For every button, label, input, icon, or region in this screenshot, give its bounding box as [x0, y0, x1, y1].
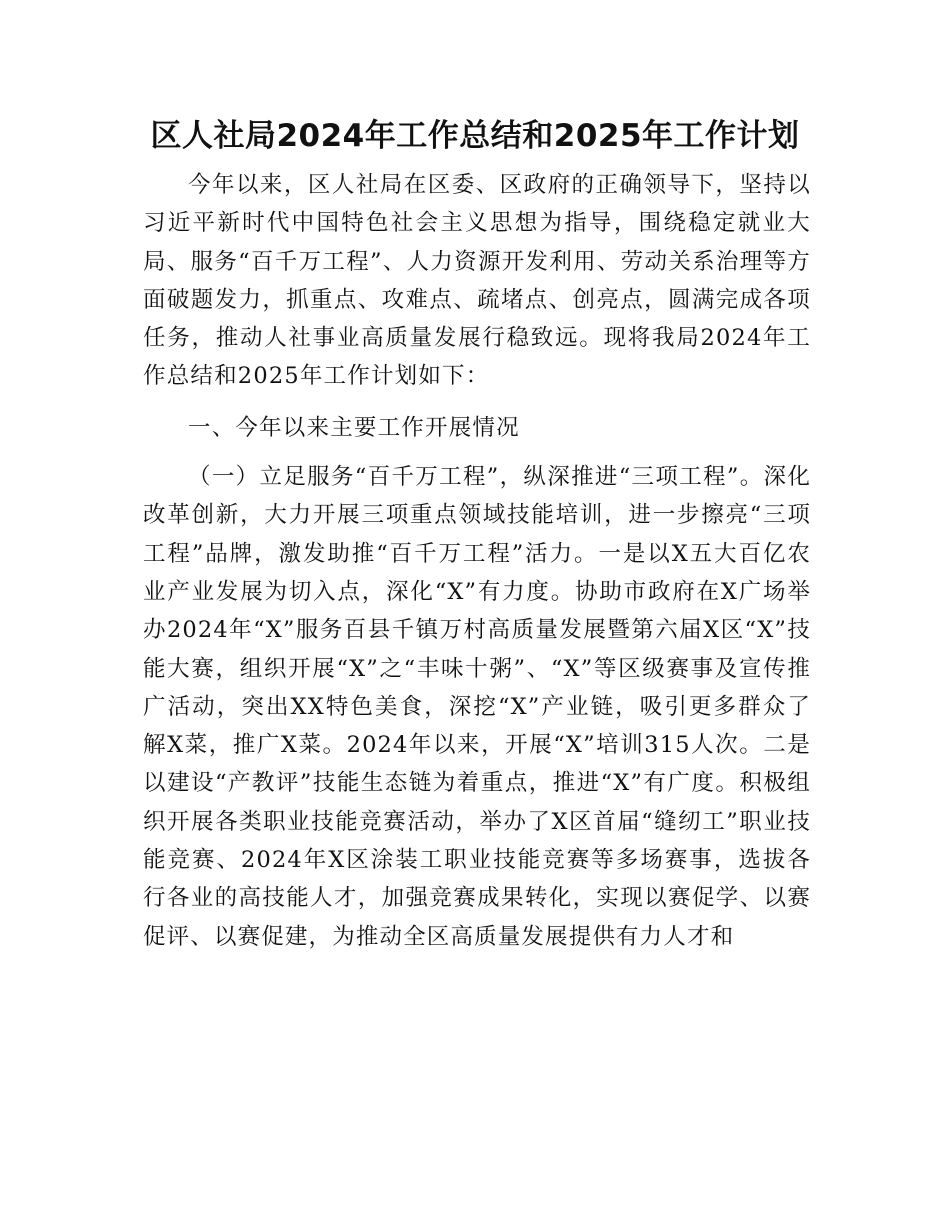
document-title: 区人社局2024年工作总结和2025年工作计划: [150, 118, 800, 154]
document-body: [143, 166, 811, 956]
item-one-paragraph: （一）立足服务“百千万工程”，纵深推进“三项工程”。深化改革创新，大力开展三项重点领域技能培训，进一步擦亮“三项工程”品牌，激发助推“百千万工程”活力。一是以X五大百亿农业产业发展为切入点，深化“X”有力度。协助市政府在X广场举办2024年“X”服务百县千镇万村高质量发展暨第六届X区“X”技能大赛，组织开展“X”之“丰味十粥”、“X”等区级赛事及宣传推广活动，突出XX特色美食，深挖“X”产业链，吸引更多群众了解X菜，推广X菜。2024年以来，开展“X”培训315人次。二是以建设“产教评”技能生态链为着重点，推进“X”有广度。积极组织开展各类职业技能竞赛活动，举办了X区首届“缝纫工”职业技能竞赛、2024年X区涂装工职业技能竞赛等多场赛事，选拔各行各业的高技能人才，加强竞赛成果转化，实现以赛促学、以赛促评、以赛促建，为推动全区高质量发展提供有力人才和: [143, 464, 811, 950]
section-one-heading: 一、今年以来主要工作开展情况: [188, 414, 520, 441]
intro-paragraph: 今年以来，区人社局在区委、区政府的正确领导下，坚持以习近平新时代中国特色社会主义思想为指导，围绕稳定就业大局、服务“百千万工程”、人力资源开发利用、劳动关系治理等方面破题发力，抓重点、攻难点、疏堵点、创亮点，圆满完成各项任务，推动人社事业高质量发展行稳致远。现将我局2024年工作总结和2025年工作计划如下：: [143, 172, 811, 390]
